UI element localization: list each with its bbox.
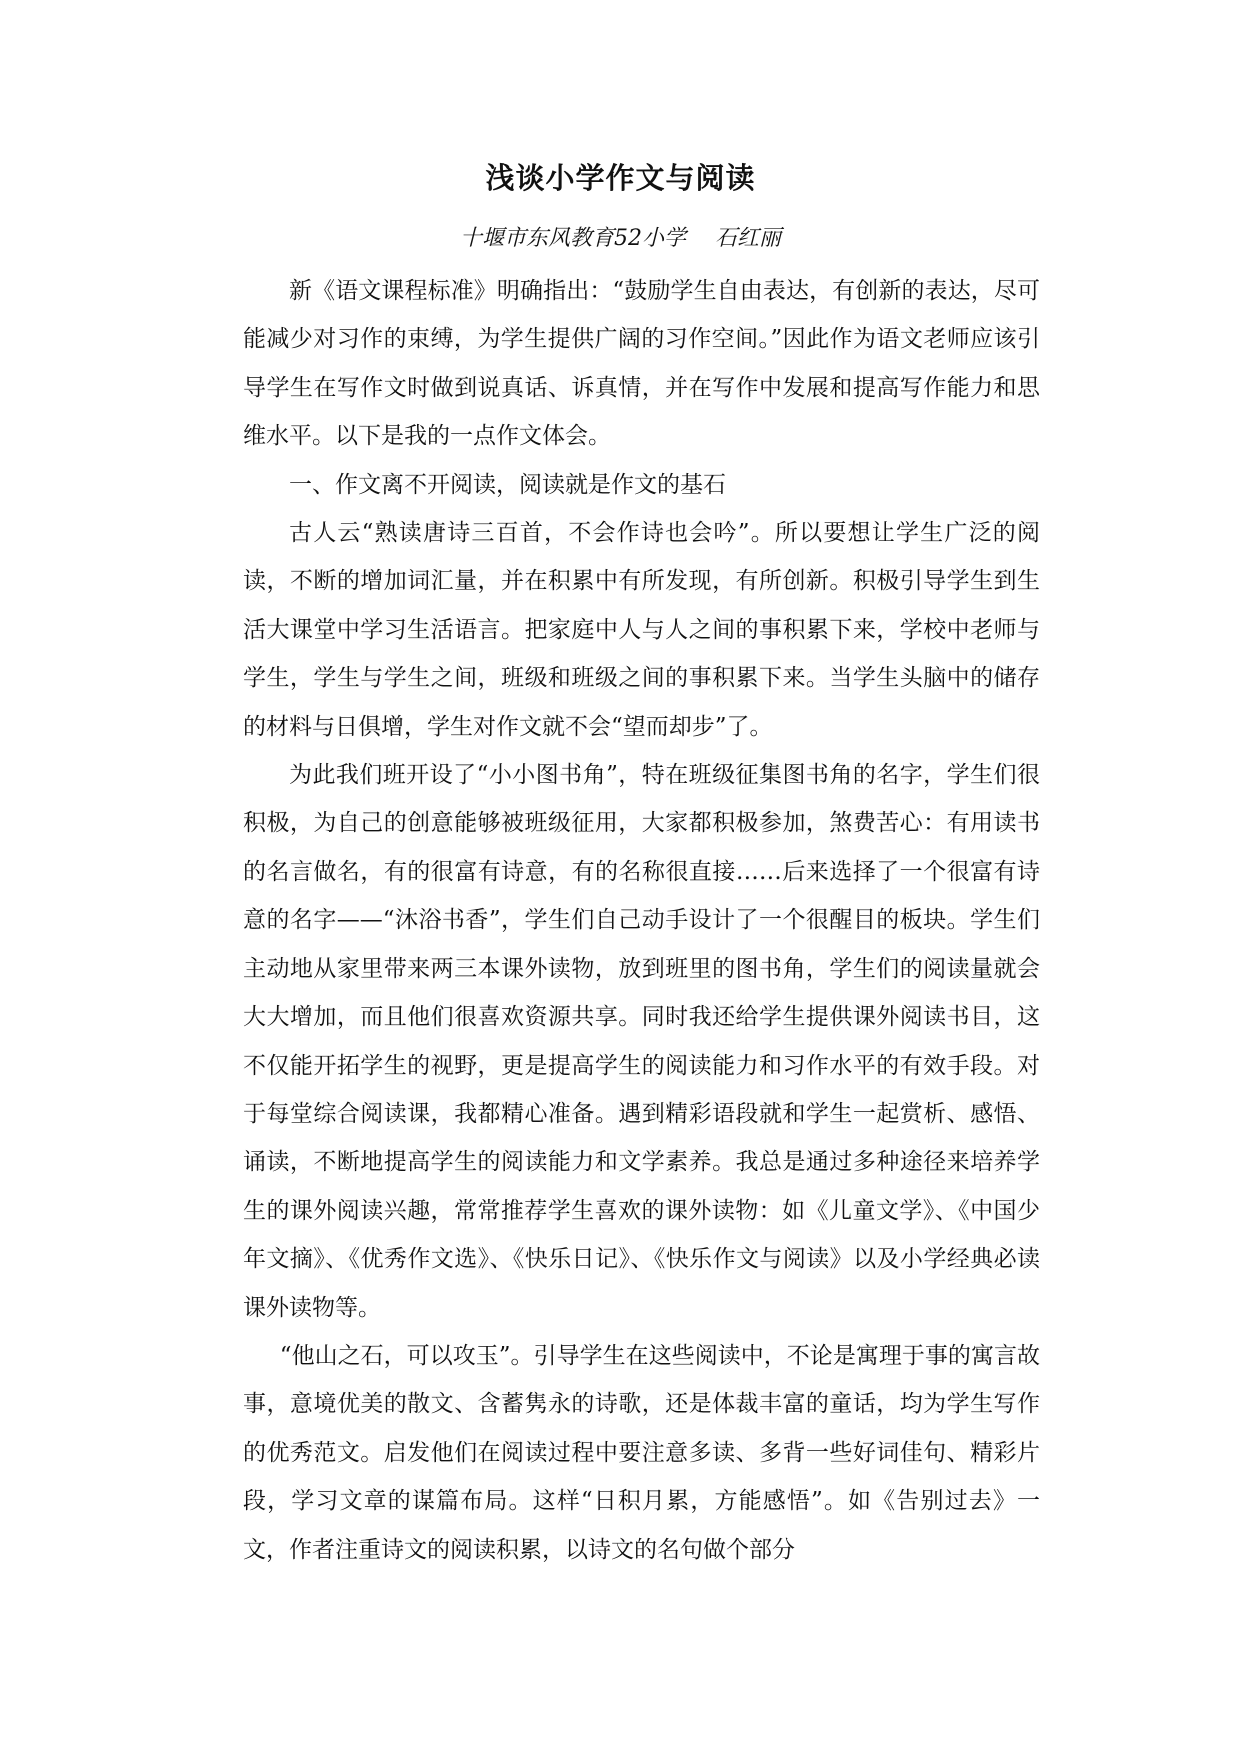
paragraph-book-corner: 为此我们班开设了“小小图书角”，特在班级征集图书角的名字，学生们很积极，为自己的创意能够被班级征用，大家都积极参加，煞费苦心：有用读书的名言做名，有的很富有诗意，有的名称很直接……后来选择了一个很富有诗意的名字——“沐浴书香”，学生们自己动手设计了一个很醒目的板块。学生们主动地从家里带来两三本课外读物，放到班里的图书角，学生们的阅读量就会大大增加，而且他们很喜欢资源共享。同时我还给学生提供课外阅读书目，这不仅能开拓学生的视野，更是提高学生的阅读能力和习作水平的有效手段。对于每堂综合阅读课，我都精心准备。遇到精彩语段就和学生一起赏析、感悟、诵读，不断地提高学生的阅读能力和文学素养。我总是通过多种途径来培养学生的课外阅读兴趣，常常推荐学生喜欢的课外读物：如《儿童文学》、《中国少年文摘》、《优秀作文选》、《快乐日记》、《快乐作文与阅读》以及小学经典必读课外读物等。 (243, 762, 1040, 1321)
section-heading: 一、作文离不开阅读，阅读就是作文的基石 (289, 471, 726, 498)
paragraph-other-stones: “他山之石，可以攻玉”。引导学生在这些阅读中，不论是寓理于事的寓言故事，意境优美的散文、含蓄隽永的诗歌，还是体裁丰富的童话，均为学生写作的优秀范文。启发他们在阅读过程中要注意多读、多背一些好词佳句、精彩片段，学习文章的谋篇布局。这样“日积月累，方能感悟”。如《告别过去》一文，作者注重诗文的阅读积累，以诗文的名句做个部分 (243, 1342, 1040, 1563)
paragraph-intro: 新《语文课程标准》明确指出：“鼓励学生自由表达，有创新的表达，尽可能减少对习作的束缚，为学生提供广阔的习作空间。”因此作为语文老师应该引导学生在写作文时做到说真话、诉真情，并在写作中发展和提高写作能力和思维水平。以下是我的一点作文体会。 (243, 278, 1040, 450)
document-title: 浅谈小学作文与阅读 (485, 161, 756, 195)
document-body (243, 267, 1040, 1574)
author-byline: 十堰市东风教育52小学 石红丽 (460, 226, 781, 251)
paragraph-ancient-saying: 古人云“熟读唐诗三百首，不会作诗也会吟”。所以要想让学生广泛的阅读，不断的增加词汇量，并在积累中有所发现，有所创新。积极引导学生到生活大课堂中学习生活语言。把家庭中人与人之间的事积累下来，学校中老师与学生，学生与学生之间，班级和班级之间的事积累下来。当学生头脑中的储存的材料与日俱增，学生对作文就不会“望而却步”了。 (243, 520, 1040, 740)
